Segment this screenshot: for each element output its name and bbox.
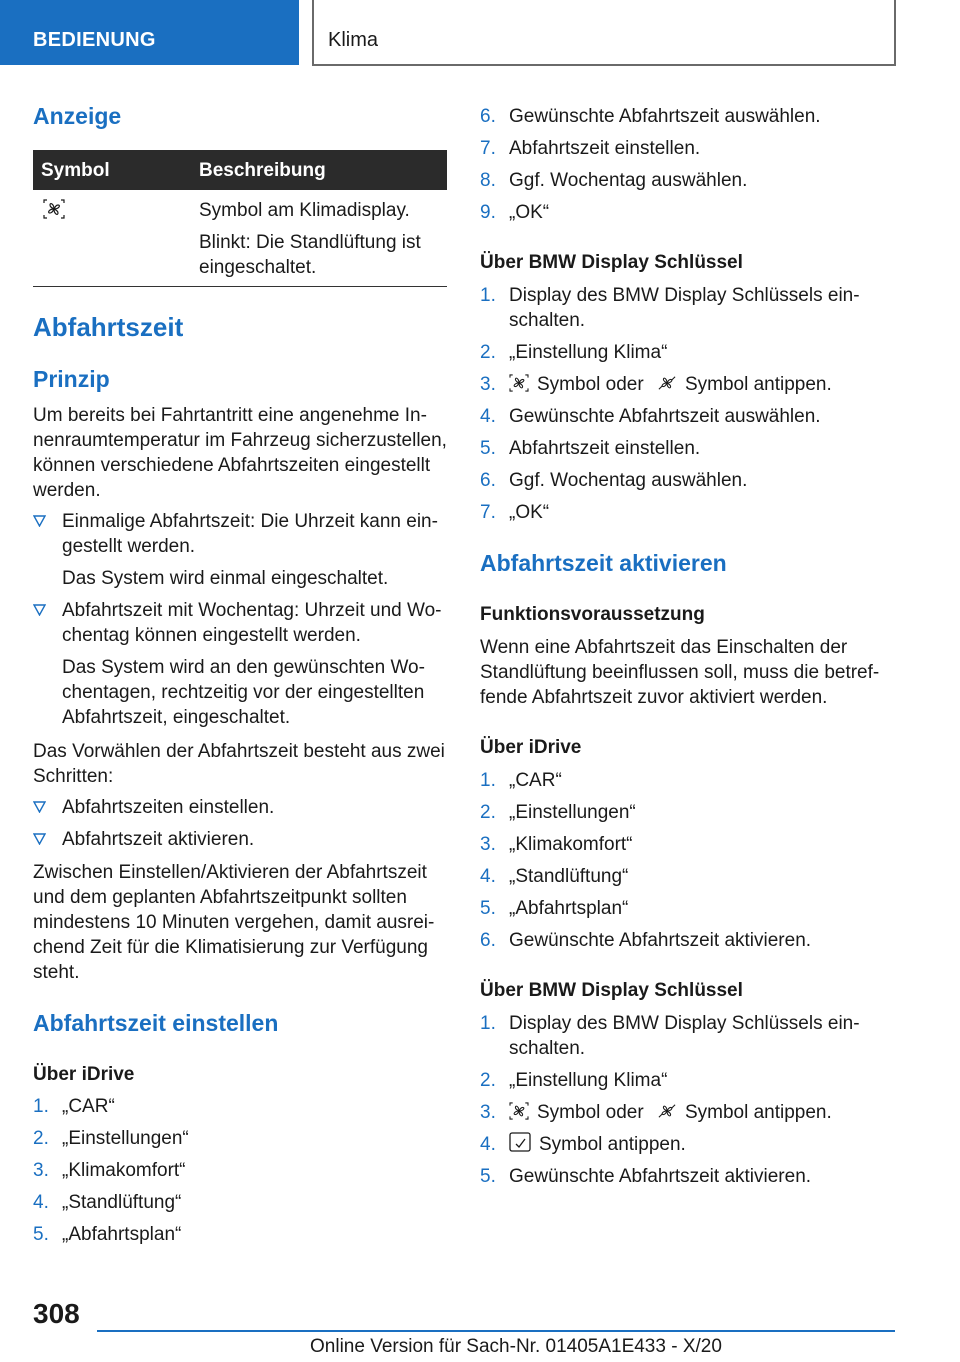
step-number: 1. [480,285,496,306]
fan-icon [43,199,65,219]
table-desc-line3: eingeschaltet. [199,257,317,278]
step-number: 6. [480,470,496,491]
fan-icon [509,374,529,392]
bullet-item [33,795,447,820]
step-number: 1. [33,1096,49,1117]
table-col-description: Beschreibung [199,160,326,181]
step-number: 2. [480,802,496,823]
key-heading-2: Über BMW Display Schlüssel [480,980,743,1001]
step-text: Display des BMW Display Schlüssels ein- [509,285,860,306]
step-number: 4. [480,406,496,427]
bullet-extra-line: chentagen, rechtzeitig vor der eingestellten [62,682,425,703]
step-text [509,1132,686,1157]
vorwahl-line-1: Das Vorwählen der Abfahrtszeit besteht aus zwei [33,741,445,762]
bullet-item [33,598,447,738]
step-text: „Standlüftung“ [509,866,629,887]
bullet-line: gestellt werden. [62,536,196,557]
abfahrtszeit-heading: Abfahrtszeit [33,312,184,342]
step-text: Display des BMW Display Schlüssels ein- [509,1013,860,1034]
step-number: 2. [480,1070,496,1091]
prinzip-line-3: können verschiedene Abfahrtszeiten eingestellt [33,455,431,476]
step-text: „Klimakomfort“ [509,834,633,855]
step-number: 2. [480,342,496,363]
step-text: Gewünschte Abfahrtszeit aktivieren. [509,1166,812,1187]
topic-label: Klima [328,29,379,51]
step-text: „CAR“ [509,770,562,791]
table-header [33,150,447,190]
triangle-bullet-icon [33,833,46,845]
step-number: 5. [480,1166,496,1187]
step-number: 4. [33,1192,49,1213]
step-text: Gewünschte Abfahrtszeit aktivieren. [509,930,812,951]
voraussetzung-line-2: Standlüftung beeinflussen soll, muss die betref- [480,662,880,683]
anzeige-heading: Anzeige [33,103,122,129]
vorwahl-line-2: Schritten: [33,766,114,787]
step-number: 4. [480,1134,496,1155]
hinweis-line-2: und dem geplanten Abfahrtszeitpunkt sollten [33,887,407,908]
step-text-b: Symbol antippen. [684,1102,832,1123]
step-number: 4. [480,866,496,887]
step-text-a: Symbol oder [537,374,644,395]
triangle-bullet-icon [33,515,46,527]
bullet-line: Abfahrtszeit mit Wochentag: Uhrzeit und Wo- [62,600,442,621]
step-text-line2: schalten. [509,310,586,331]
ventilation-icon [657,374,677,392]
step-text: „Abfahrtsplan“ [62,1224,182,1245]
step-number: 3. [480,834,496,855]
ventilation-icon [657,1102,677,1120]
step-number: 5. [480,438,496,459]
step-number: 3. [33,1160,49,1181]
hinweis-line-5: steht. [33,962,80,983]
step-text-a: Symbol antippen. [539,1134,686,1155]
prinzip-line-2: nenraumtemperatur im Fahrzeug sicherzustellen, [33,430,447,451]
step-text: Gewünschte Abfahrtszeit auswählen. [509,106,821,127]
topic-tab [312,0,896,66]
prinzip-line-4: werden. [33,480,101,501]
step-text [509,372,832,397]
step-number: 1. [480,770,496,791]
step-text: Ggf. Wochentag auswählen. [509,470,748,491]
step-number: 7. [480,138,496,159]
footer-rule [97,1330,895,1332]
prinzip-line-1: Um bereits bei Fahrtantritt eine angenehme In- [33,405,427,426]
step-number: 6. [480,106,496,127]
hinweis-line-4: chend Zeit für die Klimatisierung zur Verfügung [33,937,428,958]
voraussetzung-heading: Funktionsvoraussetzung [480,604,705,625]
step-number: 7. [480,502,496,523]
step-number: 3. [480,374,496,395]
checkbox-icon [509,1132,531,1152]
idrive-heading: Über iDrive [33,1064,135,1085]
voraussetzung-line-3: fende Abfahrtszeit zuvor aktiviert werden. [480,687,828,708]
voraussetzung-line-1: Wenn eine Abfahrtszeit das Einschalten der [480,637,848,658]
step-text: „Standlüftung“ [62,1192,182,1213]
bullet-line: Abfahrtszeit aktivieren. [62,829,255,850]
step-text: Ggf. Wochentag auswählen. [509,170,748,191]
bullet-extra-line: Das System wird an den gewünschten Wo- [62,657,425,678]
einstellen-heading: Abfahrtszeit einstellen [33,1010,279,1036]
bullet-item [33,827,447,852]
step-text: „Klimakomfort“ [62,1160,186,1181]
step-text: Abfahrtszeit einstellen. [509,138,701,159]
step-number: 5. [33,1224,49,1245]
step-text: Abfahrtszeit einstellen. [509,438,701,459]
bullet-line: Abfahrtszeiten einstellen. [62,797,275,818]
bullet-extra-line: Das System wird einmal eingeschaltet. [62,568,389,589]
step-text [509,1100,832,1125]
table-desc-line1: Symbol am Klimadisplay. [199,200,410,221]
step-number: 3. [480,1102,496,1123]
step-text: Gewünschte Abfahrtszeit auswählen. [509,406,821,427]
table-col-symbol: Symbol [41,160,110,181]
step-number: 9. [480,202,496,223]
step-text: „Einstellungen“ [509,802,636,823]
step-text: „CAR“ [62,1096,115,1117]
step-number: 1. [480,1013,496,1034]
key-heading-1: Über BMW Display Schlüssel [480,252,743,273]
step-text: „OK“ [509,502,550,523]
section-label: BEDIENUNG [33,29,156,51]
fan-icon [509,1102,529,1120]
footer-online-version: Online Version für Sach-Nr. 01405A1E433 - X/20 [310,1336,722,1357]
table-bottom-rule [33,286,447,287]
step-text: „Einstellung Klima“ [509,1070,668,1091]
idrive-heading-2: Über iDrive [480,737,582,758]
step-number: 5. [480,898,496,919]
bullet-extra-line: Abfahrtszeit, eingeschaltet. [62,707,291,728]
step-text-b: Symbol antippen. [684,374,832,395]
bullet-item [33,509,447,609]
bullet-line: chentag können eingestellt werden. [62,625,361,646]
hinweis-line-1: Zwischen Einstellen/Aktivieren der Abfahrtszeit [33,862,427,883]
hinweis-line-3: mindestens 10 Minuten vergehen, damit ausrei- [33,912,435,933]
step-text-line2: schalten. [509,1038,586,1059]
prinzip-heading: Prinzip [33,366,110,392]
step-number: 2. [33,1128,49,1149]
step-number: 8. [480,170,496,191]
aktivieren-heading: Abfahrtszeit aktivieren [480,550,727,576]
section-tab [0,0,299,65]
table-desc-line2: Blinkt: Die Standlüftung ist [199,232,421,253]
page-number: 308 [33,1298,80,1329]
triangle-bullet-icon [33,801,46,813]
step-text-a: Symbol oder [537,1102,644,1123]
step-text: „Einstellung Klima“ [509,342,668,363]
step-number: 6. [480,930,496,951]
step-text: „OK“ [509,202,550,223]
step-text: „Einstellungen“ [62,1128,189,1149]
step-text: „Abfahrtsplan“ [509,898,629,919]
triangle-bullet-icon [33,604,46,616]
bullet-line: Einmalige Abfahrtszeit: Die Uhrzeit kann ein- [62,511,438,532]
